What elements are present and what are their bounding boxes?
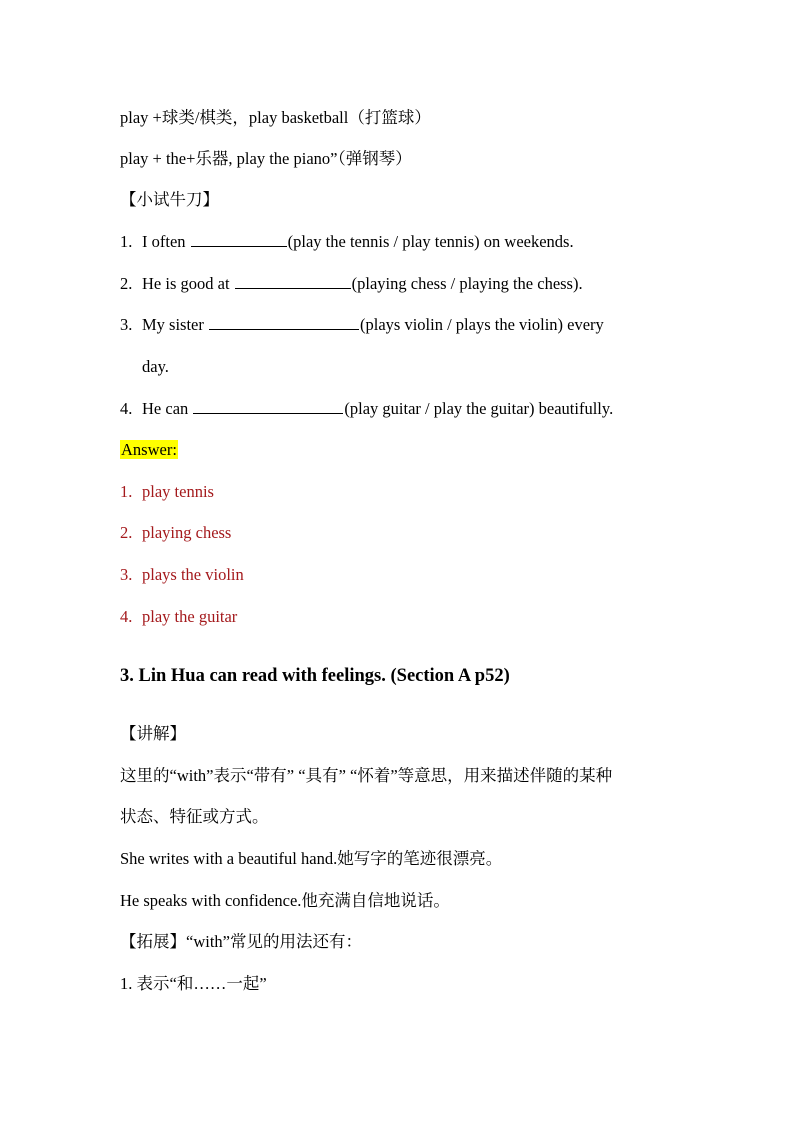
answer-item-1: [120, 481, 214, 503]
answer-number: 3.: [120, 565, 133, 584]
practice-item-4: [120, 398, 613, 420]
item-number: 1.: [120, 232, 133, 251]
answer-number: 1.: [120, 482, 133, 501]
item-options: (play the tennis / play tennis) on weekends.: [287, 232, 574, 251]
item-prefix: He can: [142, 399, 193, 418]
answer-text: plays the violin: [142, 565, 244, 584]
item-options: (play guitar / play the guitar) beautifully.: [344, 399, 614, 418]
answer-blank[interactable]: [209, 315, 359, 330]
answer-item-2: [120, 522, 231, 544]
answer-blank[interactable]: [235, 274, 351, 289]
practice-item-3: [120, 314, 604, 336]
item-prefix: He is good at: [142, 274, 234, 293]
item-number: 4.: [120, 399, 133, 418]
answer-item-3: [120, 564, 244, 586]
answer-label: Answer:: [121, 440, 177, 459]
answer-blank[interactable]: [193, 399, 343, 414]
answer-text: play tennis: [142, 482, 214, 501]
answer-label-line: [120, 439, 178, 461]
item-prefix: My sister: [142, 315, 208, 334]
rule-line-2: play + the+乐器, play the piano”（弹钢琴）: [120, 149, 412, 168]
answer-text: playing chess: [142, 523, 232, 542]
item-number: 3.: [120, 315, 133, 334]
answer-number: 2.: [120, 523, 133, 542]
explain-heading: 【讲解】: [120, 724, 186, 743]
item-number: 2.: [120, 274, 133, 293]
answer-blank[interactable]: [191, 232, 287, 247]
practice-item-2: [120, 273, 583, 295]
answer-number: 4.: [120, 607, 133, 626]
example-sentence-1: She writes with a beautiful hand.她写字的笔迹很漂亮。: [120, 849, 503, 868]
section-title: 3. Lin Hua can read with feelings. (Section A p52): [120, 666, 510, 686]
practice-heading: 【小试牛刀】: [120, 190, 219, 209]
item-options: (plays violin / plays the violin) every: [360, 315, 604, 334]
explain-line-2: 状态、特征或方式。: [120, 807, 269, 826]
item-prefix: I often: [142, 232, 190, 251]
answer-item-4: [120, 606, 237, 628]
rule-line-1: play +球类/棋类，play basketball（打篮球）: [120, 108, 431, 127]
extend-heading: 【拓展】“with”常见的用法还有：: [120, 932, 362, 951]
practice-item-1: [120, 231, 574, 253]
practice-item-3-continuation: day.: [142, 357, 169, 376]
item-options: (playing chess / playing the chess).: [351, 274, 583, 293]
explain-line-1: 这里的“with”表示“带有” “具有” “怀着”等意思，用来描述伴随的某种: [120, 766, 613, 785]
answer-text: play the guitar: [142, 607, 238, 626]
example-sentence-2: He speaks with confidence.他充满自信地说话。: [120, 891, 450, 910]
usage-item-1: 1. 表示“和……一起”: [120, 974, 267, 993]
